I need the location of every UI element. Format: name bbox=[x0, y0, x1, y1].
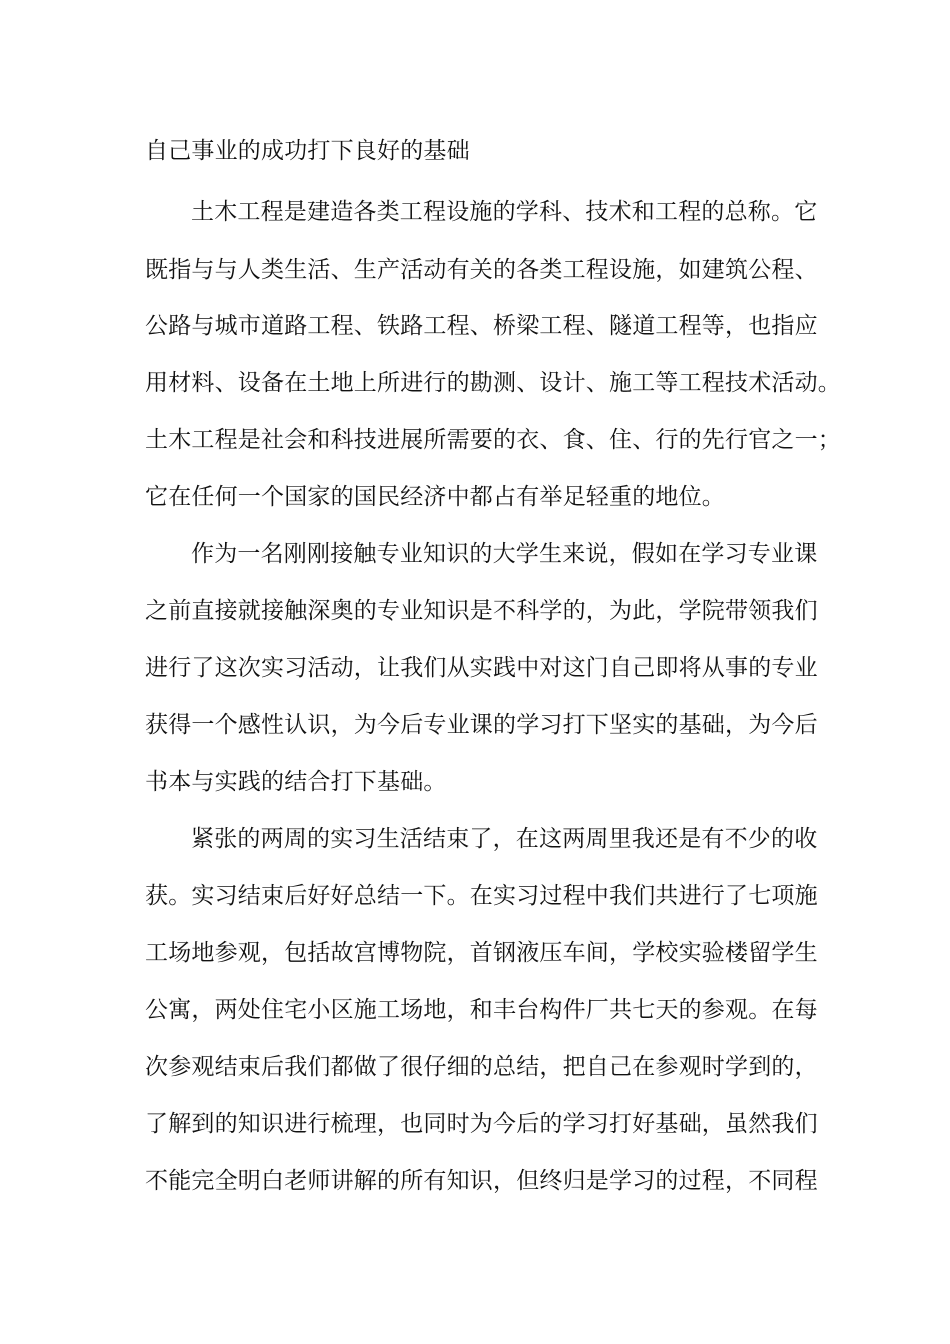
paragraph-4-line-1: 紧张的两周的实习生活结束了，在这两周里我还是有不少的收 bbox=[191, 826, 818, 852]
paragraph-2-line-6: 它在任何一个国家的国民经济中都占有举足轻重的地位。 bbox=[145, 484, 725, 510]
paragraph-2-line-4: 用材料、设备在土地上所进行的勘测、设计、施工等工程技术活动。 bbox=[145, 370, 841, 396]
paragraph-4-line-3: 工场地参观，包括故宫博物院，首钢液压车间，学校实验楼留学生 bbox=[145, 940, 818, 966]
paragraph-3-line-5: 书本与实践的结合打下基础。 bbox=[145, 769, 447, 795]
paragraph-4-line-2: 获。实习结束后好好总结一下。在实习过程中我们共进行了七项施 bbox=[145, 883, 818, 909]
paragraph-4-line-4: 公寓，两处住宅小区施工场地，和丰台构件厂共七天的参观。在每 bbox=[145, 997, 818, 1023]
paragraph-3-line-3: 进行了这次实习活动，让我们从实践中对这门自己即将从事的专业 bbox=[145, 655, 818, 681]
paragraph-2-line-3: 公路与城市道路工程、铁路工程、桥梁工程、隧道工程等，也指应 bbox=[145, 313, 818, 339]
paragraph-3-line-4: 获得一个感性认识，为今后专业课的学习打下坚实的基础，为今后 bbox=[145, 712, 818, 738]
paragraph-2-line-1: 土木工程是建造各类工程设施的学科、技术和工程的总称。它 bbox=[191, 199, 818, 225]
paragraph-4-line-5: 次参观结束后我们都做了很仔细的总结，把自己在参观时学到的， bbox=[145, 1054, 818, 1080]
paragraph-4-line-6: 了解到的知识进行梳理，也同时为今后的学习打好基础，虽然我们 bbox=[145, 1111, 818, 1137]
paragraph-3-line-1: 作为一名刚刚接触专业知识的大学生来说，假如在学习专业课 bbox=[191, 541, 818, 567]
paragraph-3-line-2: 之前直接就接触深奥的专业知识是不科学的，为此，学院带领我们 bbox=[145, 598, 818, 624]
paragraph-2-line-2: 既指与与人类生活、生产活动有关的各类工程设施，如建筑公程、 bbox=[145, 257, 818, 283]
paragraph-2-line-5: 土木工程是社会和科技进展所需要的衣、食、住、行的先行官之一； bbox=[145, 427, 841, 453]
paragraph-1-line-1: 自己事业的成功打下良好的基础 bbox=[145, 138, 470, 164]
paragraph-4-line-7: 不能完全明白老师讲解的所有知识，但终归是学习的过程，不同程 bbox=[145, 1168, 818, 1194]
